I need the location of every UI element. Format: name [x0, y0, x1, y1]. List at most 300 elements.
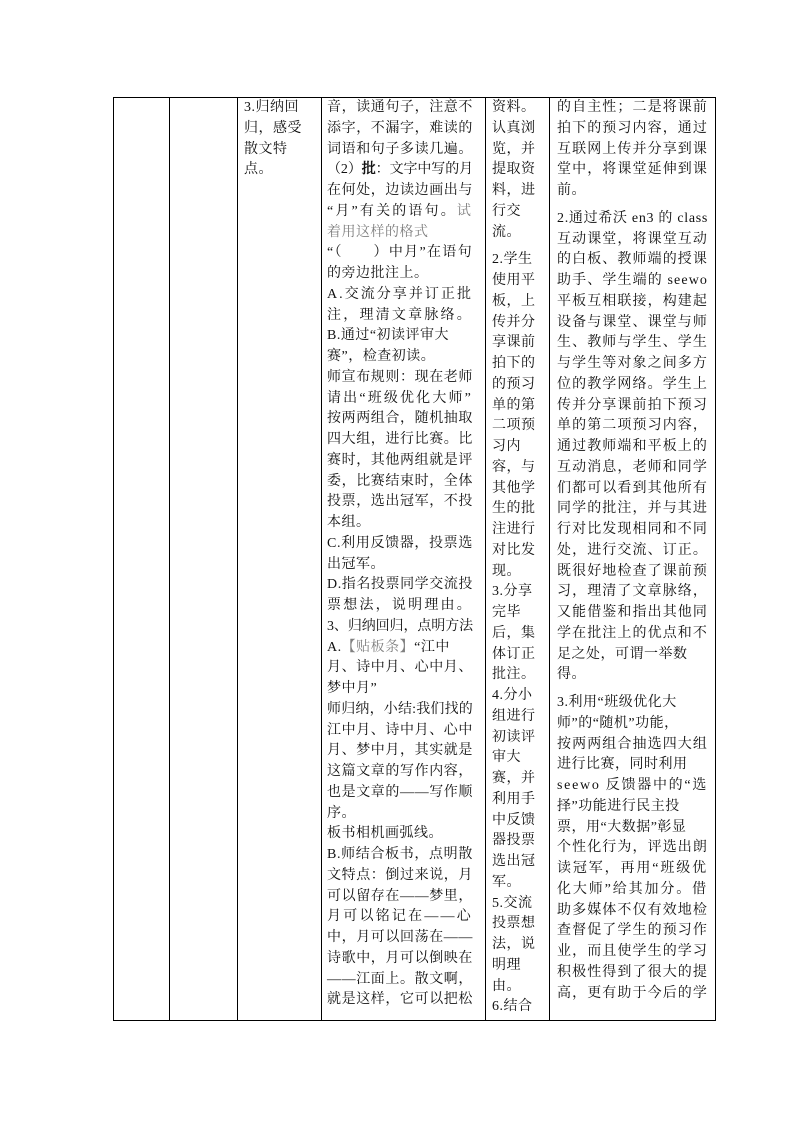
blank-cell-1 [114, 98, 170, 1020]
text-line [557, 416, 708, 437]
text-line [557, 562, 708, 583]
text-line-content [492, 854, 536, 869]
text-line-content [327, 266, 429, 281]
text-line-content [557, 626, 708, 641]
text-run: 6.结合 [492, 999, 533, 1015]
text-run: 查督促了学生的预习作 [557, 923, 708, 939]
text-line-content [327, 702, 473, 717]
text-run: 按两两组合，随机抽取 [327, 411, 473, 427]
text-run: 法，说 [492, 937, 536, 952]
text-line-content [557, 481, 708, 496]
text-run: 序。 [327, 805, 356, 821]
text-line-content [557, 737, 708, 752]
text-line [492, 894, 545, 915]
text-line [492, 181, 545, 202]
text-run: 与学生等对象之间多方 [557, 356, 708, 371]
text-line [327, 824, 473, 845]
text-run: 本组。 [327, 515, 371, 530]
text-line-content [327, 100, 473, 115]
text-run: 赛”，检查初读。 [327, 349, 436, 364]
text-line [492, 769, 545, 790]
text-line-content [327, 245, 473, 260]
text-run: 单的第 [492, 397, 536, 413]
text-run: 江中月、诗中月、心中 [327, 722, 473, 738]
text-line-content [492, 225, 521, 240]
text-line [557, 984, 708, 1005]
text-run: 2.学生 [492, 252, 533, 268]
text-line [327, 140, 473, 161]
text-line [327, 181, 473, 202]
text-line [327, 970, 473, 991]
text-line [327, 617, 473, 638]
text-line-content [327, 660, 473, 675]
text-line-content [557, 162, 708, 177]
text-line [327, 596, 473, 617]
text-line-content [327, 826, 443, 841]
text-line [492, 831, 545, 852]
text-run: 高，更有助于今后的学 [557, 985, 708, 1001]
text-line [557, 541, 708, 562]
text-line-content [492, 709, 536, 724]
text-line [327, 783, 473, 804]
text-line [327, 845, 473, 866]
text-run: 中反馈 [492, 812, 536, 828]
text-run: 览，并 [492, 141, 536, 157]
text-run: 月、梦中月，其实就是 [327, 743, 473, 759]
text-line-content [492, 121, 536, 136]
text-run: 积极性得到了很大的提 [557, 964, 708, 980]
text-line-content [557, 965, 708, 980]
text-line [327, 700, 473, 721]
text-line [492, 997, 545, 1018]
text-line [557, 963, 708, 984]
student-activity-cell [486, 98, 550, 1020]
text-line-content [557, 232, 708, 247]
text-line [557, 859, 708, 880]
text-run: 月可以铭记在——心 [327, 909, 473, 925]
text-run: 化大师”给其加分。借 [557, 881, 709, 897]
text-line [492, 603, 545, 624]
text-run: 明理 [492, 957, 521, 973]
text-line-content [327, 225, 429, 240]
text-line [327, 928, 473, 949]
text-line [557, 735, 708, 756]
text-line [557, 140, 708, 161]
text-run: 的自主性；二是将课前 [557, 100, 708, 115]
text-line-content [492, 626, 536, 641]
text-line-content [327, 349, 435, 364]
text-line [557, 499, 708, 520]
text-run: 学在批注上的优点和不 [557, 625, 708, 641]
text-line [557, 921, 708, 942]
text-line-content [327, 308, 473, 323]
text-line-content [492, 377, 536, 392]
text-line-content [244, 121, 302, 136]
text-line-content [492, 543, 536, 558]
text-line [492, 852, 545, 873]
text-line-content [327, 453, 473, 468]
text-line [244, 119, 317, 140]
text-run: 归，感受 [244, 120, 302, 136]
text-line [492, 333, 545, 354]
text-run: 体订正 [492, 646, 536, 662]
text-line [492, 479, 545, 500]
text-run: 足之处，可谓一举数 [557, 646, 688, 662]
text-line-content [492, 204, 521, 219]
text-line [557, 818, 708, 839]
text-run: 习内 [492, 439, 521, 454]
text-line [492, 645, 545, 666]
text-line [327, 575, 473, 596]
text-line [492, 520, 545, 541]
text-run: 堂中，将课堂延伸到课 [557, 162, 708, 178]
text-line [492, 271, 545, 292]
text-line [557, 119, 708, 140]
text-line-content [557, 356, 708, 371]
text-run: 生的批 [492, 501, 536, 517]
text-line-content [327, 619, 473, 634]
text-line [492, 956, 545, 977]
text-run: A.交流分享并订正批 [327, 286, 474, 302]
text-line-content [327, 370, 473, 385]
text-line [557, 693, 708, 714]
text-line-content [327, 951, 473, 966]
text-run: 组进行 [492, 708, 536, 724]
text-run: 3.利用“班级优化大 [557, 695, 677, 710]
text-line [327, 866, 473, 887]
text-line [492, 119, 545, 140]
text-line [557, 776, 708, 797]
text-run: 师”的“随机”功能， [557, 715, 679, 731]
text-line-content [557, 716, 679, 731]
text-line-content [557, 840, 708, 855]
text-line [327, 243, 473, 264]
text-run: 板书相机画弧线。 [327, 826, 443, 842]
text-line [327, 285, 473, 306]
text-line-content [492, 501, 536, 516]
text-line-content [492, 792, 536, 807]
text-line [492, 437, 545, 458]
text-line [557, 645, 708, 666]
text-line-content [557, 418, 708, 433]
text-line [327, 202, 473, 223]
text-line [244, 98, 317, 119]
text-line-content [492, 730, 536, 745]
cell-paragraph [492, 98, 545, 243]
text-line-content [557, 799, 680, 814]
text-run: 注，理清文章脉络。 [327, 307, 473, 323]
text-line [492, 354, 545, 375]
text-line [557, 375, 708, 396]
text-run: 4.分小 [492, 688, 533, 703]
text-run: ：文字中写的月 [375, 162, 474, 178]
text-line-content [557, 142, 708, 157]
text-line-content [492, 688, 533, 703]
text-run: 助手、学生端的 seewo [557, 273, 709, 288]
text-run: （2） [327, 162, 362, 178]
text-line-content [327, 909, 473, 924]
text-line [557, 209, 708, 230]
text-line [557, 603, 708, 624]
text-line [327, 762, 473, 783]
text-run: 平板互相联接，构建起 [557, 293, 708, 309]
text-run: 投票想 [492, 916, 536, 932]
text-line-content [492, 252, 533, 267]
text-line [492, 458, 545, 479]
text-line-content [557, 695, 677, 710]
text-line-content [327, 723, 473, 738]
text-run: 音，读通句子，注意不 [327, 100, 473, 115]
text-run: A. [327, 639, 342, 655]
text-line [492, 624, 545, 645]
text-line [557, 901, 708, 922]
text-run: 流。 [492, 224, 521, 240]
text-line [557, 98, 708, 119]
design-intent-cell [550, 98, 714, 1020]
text-run: 在何处，边读边画出与 [327, 183, 473, 198]
text-line [557, 714, 708, 735]
text-line-content [327, 764, 473, 779]
text-line [557, 250, 708, 271]
text-run: 享课前 [492, 335, 536, 351]
text-run: 后，集 [492, 625, 536, 641]
text-run: 的白板、教师端的授课 [557, 252, 708, 268]
text-line-content [557, 778, 708, 793]
text-line-content [557, 584, 708, 599]
text-run: 赛，并 [492, 771, 536, 786]
text-line [557, 292, 708, 313]
text-run: 又能借鉴和指出其他同 [557, 605, 708, 620]
text-line-content [557, 398, 708, 413]
text-run: 通过教师端和平板上的 [557, 439, 708, 454]
text-line [327, 409, 473, 430]
text-line-content [327, 972, 473, 987]
text-line-content [327, 411, 473, 426]
text-line-content [557, 986, 708, 1001]
text-line-content [492, 335, 536, 350]
text-line-content [557, 564, 708, 579]
text-line-content [492, 183, 536, 198]
text-line [557, 838, 708, 859]
text-line [492, 313, 545, 334]
text-line-content [557, 439, 708, 454]
text-run: 位的教学网络。学生上 [557, 376, 708, 392]
text-line [327, 513, 473, 534]
text-run: 3.分享 [492, 584, 533, 600]
text-line-content [492, 958, 521, 973]
text-line-content [557, 460, 708, 475]
text-line [327, 368, 473, 389]
cell-paragraph [557, 98, 708, 202]
text-run: 票想法，说明理由。 [327, 598, 473, 613]
text-line-content [492, 315, 536, 330]
text-line-content [327, 536, 473, 551]
text-line [492, 914, 545, 935]
text-line [492, 98, 545, 119]
text-line-content [327, 287, 473, 302]
text-run: 赛时，其他两组就是评 [327, 452, 473, 468]
text-line-content [327, 494, 473, 509]
text-run: 设备与课堂、课堂与师 [557, 314, 708, 330]
text-line [492, 541, 545, 562]
text-line [327, 160, 473, 181]
text-line-content [557, 647, 688, 662]
text-line [557, 520, 708, 541]
text-line [492, 686, 545, 707]
text-run: “江中 [414, 639, 450, 655]
text-line [327, 430, 473, 451]
text-line-content [557, 252, 708, 267]
cell-paragraph [327, 98, 473, 1011]
text-run: 梦中月” [327, 681, 378, 696]
text-line-content [492, 481, 536, 496]
text-line [327, 741, 473, 762]
text-run: 这篇文章的写作内容， [327, 764, 473, 779]
text-run: 利用手 [492, 791, 536, 807]
text-run: 业，而且使学生的学习 [557, 944, 708, 959]
text-run: 也是文章的——写作顺 [327, 784, 473, 800]
text-line [327, 347, 473, 368]
text-run: 生、教师与学生、学生 [557, 335, 708, 351]
text-line-content [327, 598, 473, 613]
text-line [327, 451, 473, 472]
text-line-content [492, 750, 521, 765]
text-run: 点。 [244, 162, 273, 178]
text-run: 进行比赛，同时利用 [557, 757, 688, 773]
text-run: 请出“班级优化大师” [327, 390, 474, 406]
text-run: C.利用反馈器，投票选 [327, 535, 473, 551]
text-run: 散文特 [244, 141, 288, 157]
text-line [557, 271, 708, 292]
text-line-content [492, 398, 536, 413]
text-line-content [492, 916, 536, 931]
text-line-content [327, 557, 385, 572]
text-line [327, 721, 473, 742]
text-run: 同学的批注，并与其进 [557, 501, 708, 517]
text-run: 师归纳，小结:我们找的 [327, 701, 473, 717]
text-line-content [557, 294, 708, 309]
text-line [327, 119, 473, 140]
text-run: 2.通过希沃 en3 的 class [557, 210, 709, 226]
text-run: 单的第二项预习内容， [557, 418, 708, 434]
text-line-content [327, 930, 473, 945]
text-line [327, 326, 473, 347]
text-run: 助多媒体不仅有效地检 [557, 902, 708, 918]
text-line-content [327, 577, 473, 592]
text-line-content [492, 100, 536, 115]
text-line [492, 292, 545, 313]
text-line-content [327, 743, 473, 758]
text-line-content [327, 681, 377, 696]
text-run: 习，理清了文章脉络， [557, 584, 708, 600]
text-line-content [557, 121, 708, 136]
text-line [557, 160, 708, 181]
text-line [492, 396, 545, 417]
text-run: 中，月可以回荡在—— [327, 930, 473, 945]
text-run: 可以留存在——梦里， [327, 888, 473, 904]
text-run: B.师结合板书，点明散 [327, 847, 473, 862]
text-line-content [327, 515, 371, 530]
emphasized-text-run: 【贴板条】 [341, 639, 415, 655]
text-run: 完毕 [492, 605, 521, 620]
text-line-content [557, 335, 708, 350]
text-line [492, 748, 545, 769]
text-run: 器投票 [492, 833, 536, 849]
text-run: 3、归纳回归，点明方法 [327, 618, 474, 634]
text-line-content [492, 937, 536, 952]
text-line-content [557, 667, 586, 682]
text-line-content [557, 211, 708, 226]
text-line-content [557, 861, 708, 876]
text-line-content [492, 979, 521, 994]
text-line [492, 562, 545, 583]
text-line-content [557, 944, 708, 959]
text-run: 选出冠 [492, 854, 536, 869]
teacher-activity-cell [322, 98, 486, 1020]
text-line-content [327, 806, 356, 821]
text-line [327, 389, 473, 410]
text-run: 传并分 [492, 314, 536, 330]
text-line [327, 679, 473, 700]
text-line-content [492, 999, 533, 1014]
text-run: 二项预 [492, 418, 536, 434]
text-line [492, 873, 545, 894]
text-run: 拍下的预习内容，通过 [557, 120, 708, 136]
text-line [327, 990, 473, 1011]
text-run: 料，进 [492, 183, 536, 198]
text-run: 行对比发现相同和不同 [557, 522, 708, 537]
text-line-content [557, 882, 708, 897]
text-line-content [557, 315, 708, 330]
text-line-content [492, 813, 536, 828]
text-run: D.指名投票同学交流投 [327, 577, 473, 593]
text-line [557, 458, 708, 479]
text-line-content [327, 474, 473, 489]
text-run: ——江面上。散文啊， [327, 971, 473, 987]
text-run: 板，上 [492, 293, 536, 309]
text-line-content [327, 391, 473, 406]
text-line-content [557, 501, 708, 516]
text-line-content [492, 418, 536, 433]
text-line-content [327, 162, 473, 177]
text-run: 初读评 [492, 729, 536, 745]
text-line-content [557, 377, 708, 392]
text-line-content [492, 605, 521, 620]
text-line-content [557, 757, 688, 772]
text-line [557, 230, 708, 251]
text-line [327, 887, 473, 908]
text-run: 使用平 [492, 273, 536, 288]
text-run: 票，用“大数据”彰显 [557, 819, 687, 835]
cell-paragraph [244, 98, 317, 181]
text-run: 传并分享课前拍下预习 [557, 397, 708, 413]
emphasized-text-run: 批 [361, 162, 376, 178]
text-run: 拍下的 [492, 356, 536, 371]
text-run: 的旁边批注上。 [327, 266, 429, 281]
text-run: 提取资 [492, 162, 536, 178]
lesson-plan-table [113, 97, 716, 1021]
cell-paragraph [557, 209, 708, 686]
text-line-content [327, 121, 473, 136]
text-line [327, 306, 473, 327]
text-line-content [327, 328, 449, 343]
text-line-content [244, 162, 273, 177]
text-line [492, 811, 545, 832]
text-line [327, 804, 473, 825]
text-line [327, 638, 473, 659]
text-run: 出冠军。 [327, 556, 385, 572]
text-line-content [557, 543, 708, 558]
